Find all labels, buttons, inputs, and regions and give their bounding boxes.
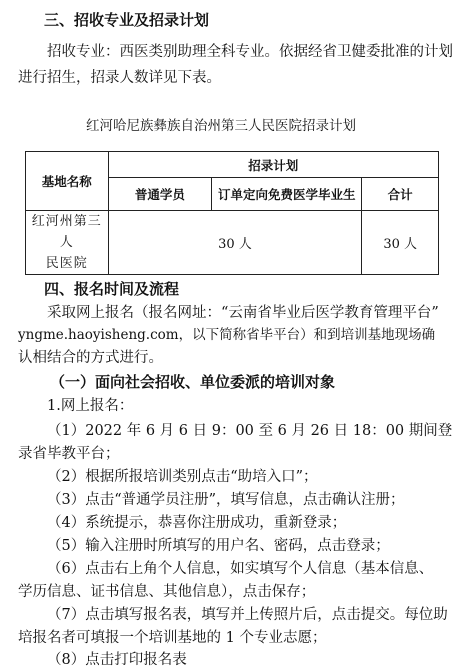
step-5: （5）输入注册时所填写的用户名、密码，点击登录； xyxy=(47,538,390,554)
table-header-total: 合计 xyxy=(362,178,439,211)
base-name-line2: 民医院 xyxy=(45,256,88,271)
section3-heading: 三、招收专业及招录计划 xyxy=(44,11,210,29)
enrollment-plan-table xyxy=(25,151,439,275)
table-title: 红河哈尼族彝族自治州第三人民医院招录计划 xyxy=(86,118,356,134)
table-header-plan: 招录计划 xyxy=(108,152,438,178)
table-header-regular: 普通学员 xyxy=(108,178,211,211)
step-2: （2）根据所报培训类别点击“助培入口”； xyxy=(47,469,318,485)
section4-intro-line3: 认相结合的方式进行。 xyxy=(18,350,163,366)
sub-heading-social-recruits: （一）面向社会招收、单位委派的培训对象 xyxy=(50,373,336,391)
step-1-line2: 录省毕教平台； xyxy=(18,446,120,462)
table-row xyxy=(26,211,439,275)
section3-paragraph-line2: 进行招生，招录人数详见下表。 xyxy=(18,70,221,86)
section4-heading: 四、报名时间及流程 xyxy=(44,280,180,298)
online-registration-title: 1.网上报名： xyxy=(47,398,134,414)
step-6-line2: 学历信息、证书信息、其他信息），点击保存； xyxy=(18,584,316,600)
section3-paragraph-line1: 招收专业：西医类别助理全科专业。依据经省卫健委批准的计划 xyxy=(47,44,453,60)
section4-intro-line1: 采取网上报名（报名网址：“云南省毕业后医学教育管理平台” xyxy=(47,305,439,321)
base-name-line1: 红河州第三人 xyxy=(31,214,102,250)
table-header-ordered: 订单定向免费医学毕业生 xyxy=(212,178,362,211)
step-3: （3）点击“普通学员注册”，填写信息，点击确认注册； xyxy=(47,492,405,508)
section4-intro-line2: yngme.haoyisheng.com，以下简称省毕平台）和到培训基地现场确 xyxy=(18,327,436,343)
step-4: （4）系统提示，恭喜你注册成功，重新登录； xyxy=(47,515,347,531)
table-cell-total: 30 人 xyxy=(362,211,439,275)
table-cell-base-name xyxy=(26,211,109,275)
step-7-line1: （7）点击填写报名表，填写并上传照片后，点击提交。每位助 xyxy=(47,607,448,623)
step-8: （8）点击打印报名表 xyxy=(47,652,187,668)
step-7-line2: 培报名者可填报一个培训基地的 1 个专业志愿； xyxy=(18,630,327,646)
table-header-base: 基地名称 xyxy=(26,152,109,211)
table-cell-count: 30 人 xyxy=(108,211,362,275)
step-6-line1: （6）点击右上角个人信息，如实填写个人信息（基本信息、 xyxy=(47,561,434,577)
step-1-line1: （1）2022 年 6 月 6 日 9：00 至 6 月 26 日 18：00 期间登 xyxy=(47,423,453,439)
